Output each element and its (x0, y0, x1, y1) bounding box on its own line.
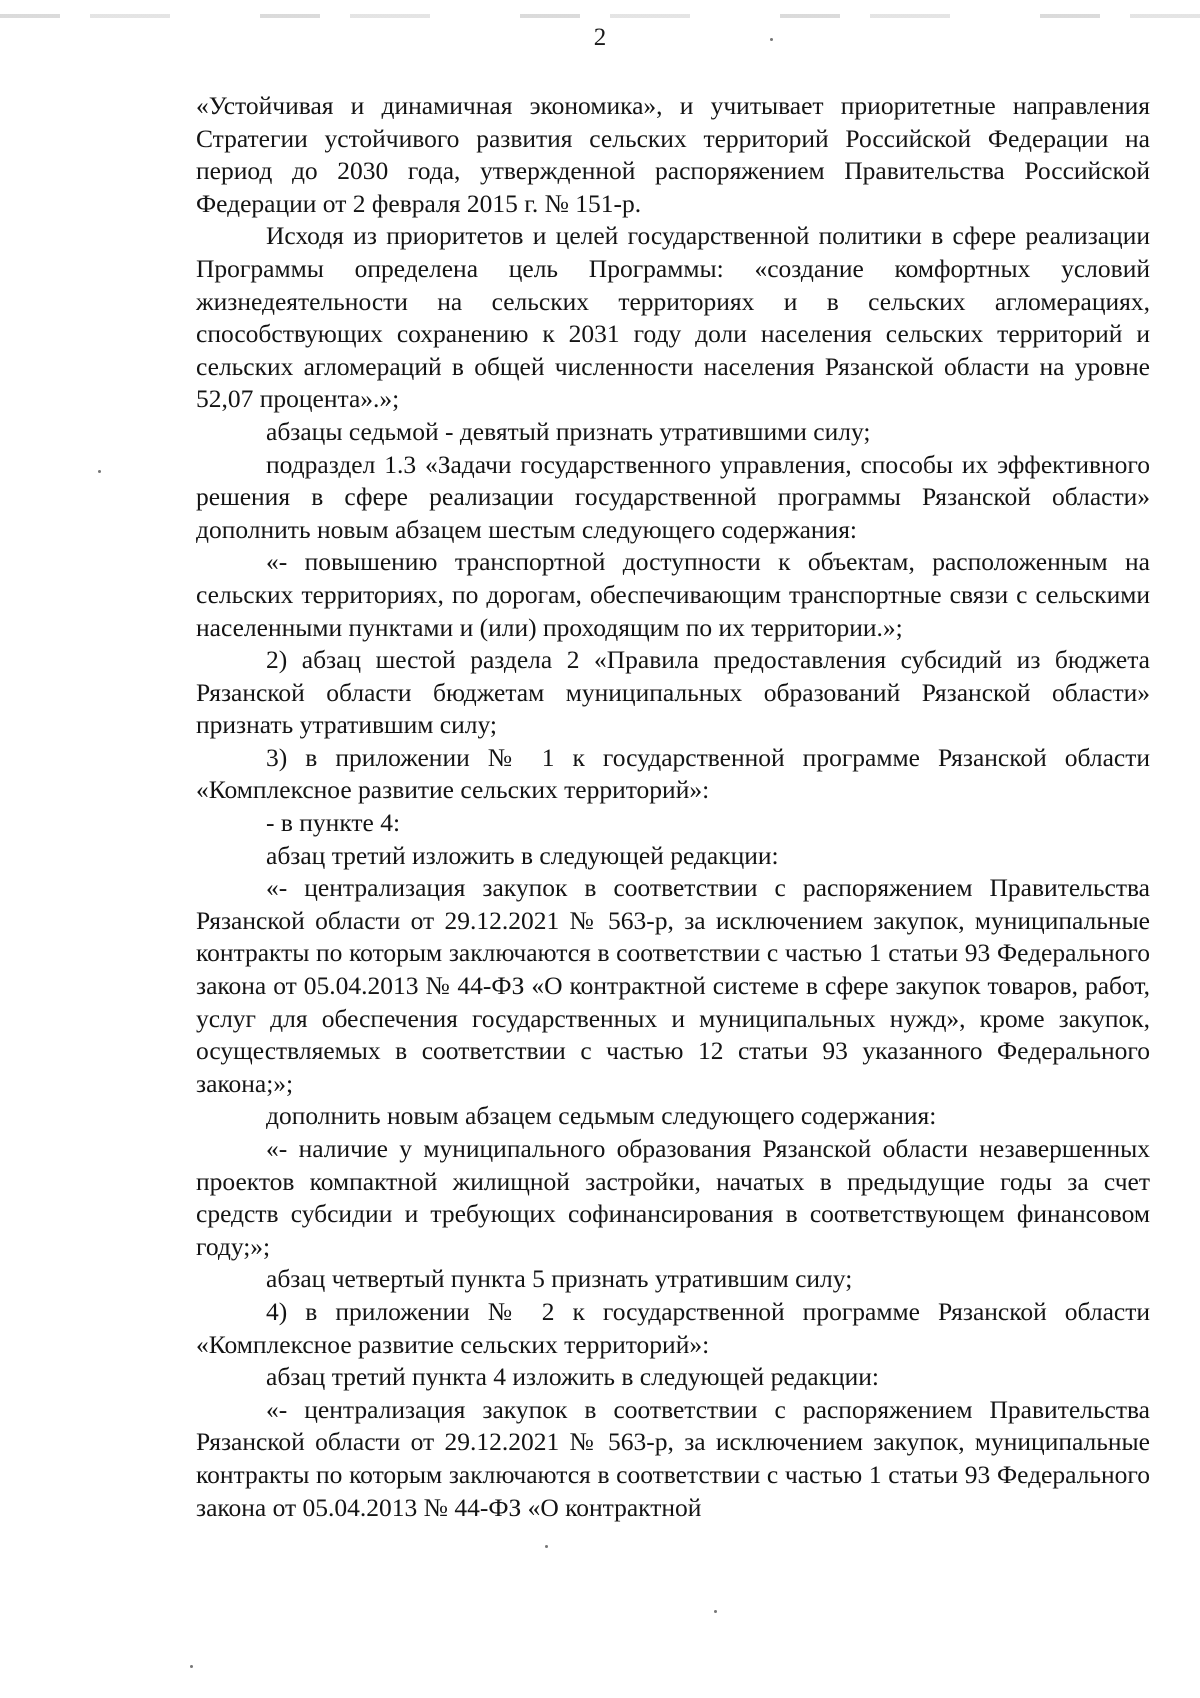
paragraph-6: 2) абзац шестой раздела 2 «Правила предоставления субсидий из бюджета Рязанской области бюджетам муниципальных образований Рязанской области» признать утратившим силу; (196, 645, 1150, 740)
paragraph-10: «- централизация закупок в соответствии с распоряжением Правительства Рязанской области от 29.12.2021 № 563-р, за исключением закупок, муниципальные контракты по которым заключаются в соответствии с частью 1 статьи 93 Федерального закона от 05.04.2013 № 44-ФЗ «О контрактной системе в сфере закупок товаров, работ, услуг для обеспечения государственных и муниципальных нужд», кроме закупок, осуществляемых в соответствии с частью 12 статьи 93 указанного Федерального закона;»; (196, 873, 1150, 1098)
paragraph-11: дополнить новым абзацем седьмым следующего содержания: (266, 1101, 937, 1131)
scan-speck (545, 1545, 548, 1548)
paragraph-9: абзац третий изложить в следующей редакции: (266, 840, 779, 870)
paragraph-1: «Устойчивая и динамичная экономика», и учитывает приоритетные направления Стратегии устойчивого развития сельских территорий Российской Федерации на период до 2030 года, утвержденной распоряжением Правительства Российской Федерации от 2 февраля 2015 г. № 151-р. (196, 91, 1150, 218)
paragraph-7: 3) в приложении № 1 к государственной программе Рязанской области «Комплексное развитие сельских территорий»: (196, 742, 1150, 805)
paragraph-12: «- наличие у муниципального образования Рязанской области незавершенных проектов компактной жилищной застройки, начатых в предыдущие годы за счет средств субсидии и требующих софинансирования в соответствующем финансовом году;»; (196, 1134, 1150, 1261)
paragraph-15: абзац третий пункта 4 изложить в следующей редакции: (266, 1362, 880, 1392)
document-body (196, 90, 1150, 1524)
scan-speck (714, 1610, 717, 1613)
paragraph-5: «- повышению транспортной доступности к объектам, расположенным на сельских территориях, по дорогам, обеспечивающим транспортные связи с сельскими населенными пунктами и (или) проходящим по их территории.»; (196, 547, 1150, 642)
scan-artifact-top (0, 14, 1200, 18)
scan-speck (98, 470, 101, 473)
paragraph-14: 4) в приложении № 2 к государственной программе Рязанской области «Комплексное развитие сельских территорий»: (196, 1296, 1150, 1359)
paragraph-16: «- централизация закупок в соответствии с распоряжением Правительства Рязанской области от 29.12.2021 № 563-р, за исключением закупок, муниципальные контракты по которым заключаются в соответствии с частью 1 статьи 93 Федерального закона от 05.04.2013 № 44-ФЗ «О контрактной (196, 1394, 1150, 1522)
paragraph-2: Исходя из приоритетов и целей государственной политики в сфере реализации Программы определена цель Программы: «создание комфортных условий жизнедеятельности на сельских территориях и в сельских агломерациях, способствующих сохранению к 2031 году доли населения сельских территорий и сельских агломераций в общей численности населения Рязанской области на уровне 52,07 процента».»; (196, 221, 1150, 414)
page-number: 2 (593, 24, 607, 51)
paragraph-4: подраздел 1.3 «Задачи государственного управления, способы их эффективного решения в сфере реализации государственной программы Рязанской области» дополнить новым абзацем шестым следующего содержания: (196, 449, 1150, 544)
scan-speck (770, 38, 773, 41)
paragraph-13: абзац четвертый пункта 5 признать утратившим силу; (266, 1264, 853, 1294)
paragraph-3: абзацы седьмой - девятый признать утратившими силу; (266, 416, 871, 446)
paragraph-8: - в пункте 4: (266, 808, 401, 838)
scan-speck (190, 1665, 193, 1668)
